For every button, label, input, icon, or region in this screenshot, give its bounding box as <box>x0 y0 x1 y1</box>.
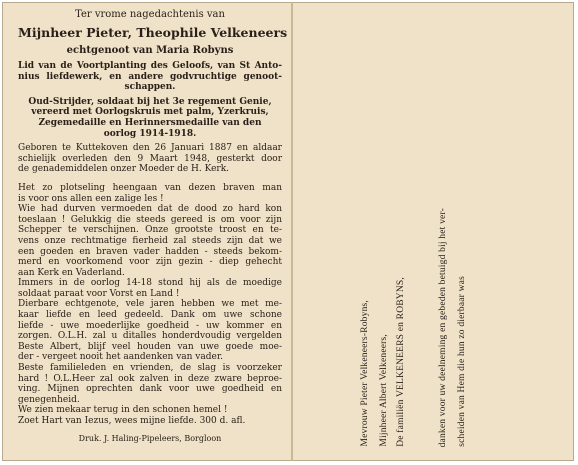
poem-line: Beste familieleden en vrienden, de slag is voorzeker <box>18 363 282 374</box>
poem-line: toeslaan ! Gelukkig die steeds gereed is om voor zijn <box>18 214 282 225</box>
poem-line: aan Kerk en Vaderland. <box>18 267 125 278</box>
poem-line: merd en voorkomend voor zijn gezin - diep gehecht <box>18 257 282 268</box>
bio-line: Geboren te Kuttekoven den 26 Januari 1887 en aldaar <box>18 143 282 154</box>
membership-block <box>18 61 282 93</box>
veteran-line: Zegemedaille en Herinnersmedaille van den <box>38 117 262 128</box>
poem-line: genegenheid. <box>18 394 80 405</box>
bio-line: de genademiddelen onzer Moeder de H. Kerk. <box>18 164 230 175</box>
poem-line: Zoet Hart van Iezus, wees mijne liefde. 300 d. afl. <box>18 416 246 426</box>
poem-line: Wie had durven vermoeden dat de dood zo hard kon <box>18 204 282 215</box>
poem-line: soldaat paraat voor Vorst en Land ! <box>18 288 180 299</box>
poem-line: Het zo plotseling heengaan van dezen braven man <box>18 182 282 193</box>
thanks-line-2: scheiden van Hem die hun zo dierbaar was <box>457 276 467 447</box>
left-panel <box>18 8 288 444</box>
poem-line: Immers in de oorlog 14-18 stond hij als de moedige <box>18 278 282 289</box>
spouse-line: echtgenoot van Maria Robyns <box>66 45 234 56</box>
membership-line: nius liefdewerk, en andere godvruchtige genoot- <box>18 71 282 82</box>
families-line: De familiën VELKENEERS en ROBYNS, <box>396 277 406 447</box>
membership-line: schappen. <box>124 82 176 93</box>
poem-line: hard ! O.L.Heer zal ook zalven in deze zware beproe- <box>18 373 282 384</box>
poem-line: kaar liefde en leed gedeeld. Dank om uwe schone <box>18 310 282 321</box>
poem-line: Dierbare echtgenote, vele jaren hebben we met me- <box>18 299 282 310</box>
poem-line: een goeden en braven vader hadden - steeds bekom- <box>18 246 282 257</box>
veteran-line: vereerd met Oorlogskruis met palm, Yzerkruis, <box>31 107 269 118</box>
veteran-line: Oud-Strijder, soldaat bij het 3e regement Genie, <box>28 96 272 107</box>
poem-line: der - vergeet nooit het aandenken van vader. <box>18 352 224 363</box>
poem-line: We zien mekaar terug in den schonen hemel ! <box>18 405 228 416</box>
poem-block <box>18 183 282 427</box>
veteran-line: oorlog 1914-1918. <box>103 128 197 139</box>
bio-line: schielijk overleden den 9 Maart 1948, gesterkt door <box>18 153 282 164</box>
thanks-line-1: danken voor uw deelneming en gebeden betuigd bij het ver- <box>438 207 448 447</box>
poem-line: is voor ons allen een zalige les ! <box>18 193 164 204</box>
poem-line: vens onze rechtmatige fierheid zal steeds zijn dat we <box>18 235 282 246</box>
printer-credit: Druk. J. Haling-Pipeleers, Borgloon <box>78 433 222 443</box>
poem-line: zorgen. O.L.H. zal u ditalles honderdvoudig vergelden <box>18 331 282 342</box>
son-line: Mijnheer Albert Velkeneers, <box>379 334 389 447</box>
veteran-block <box>18 97 282 139</box>
deceased-name: Mijnheer Pieter, Theophile Velkeneers <box>18 25 288 40</box>
bio-block <box>18 143 282 175</box>
card-fold-line <box>291 2 293 461</box>
membership-line: Lid van de Voortplanting des Geloofs, van St Anto- <box>18 61 282 71</box>
poem-line: Schepper te verschijnen. Onze grootste troost en te- <box>18 225 282 236</box>
memorial-line: Ter vrome nagedachtenis van <box>75 9 225 20</box>
poem-line: Beste Albert, blijf veel houden van uwe goede moe- <box>18 341 282 352</box>
widow-line: Mevrouw Pieter Velkeneers-Robyns, <box>360 300 370 447</box>
poem-line: liefde - uwe moederlijke goedheid - uw kommer en <box>18 320 282 331</box>
poem-line: ving. Mijnen oprechten dank voor uwe goedheid en <box>18 384 282 395</box>
